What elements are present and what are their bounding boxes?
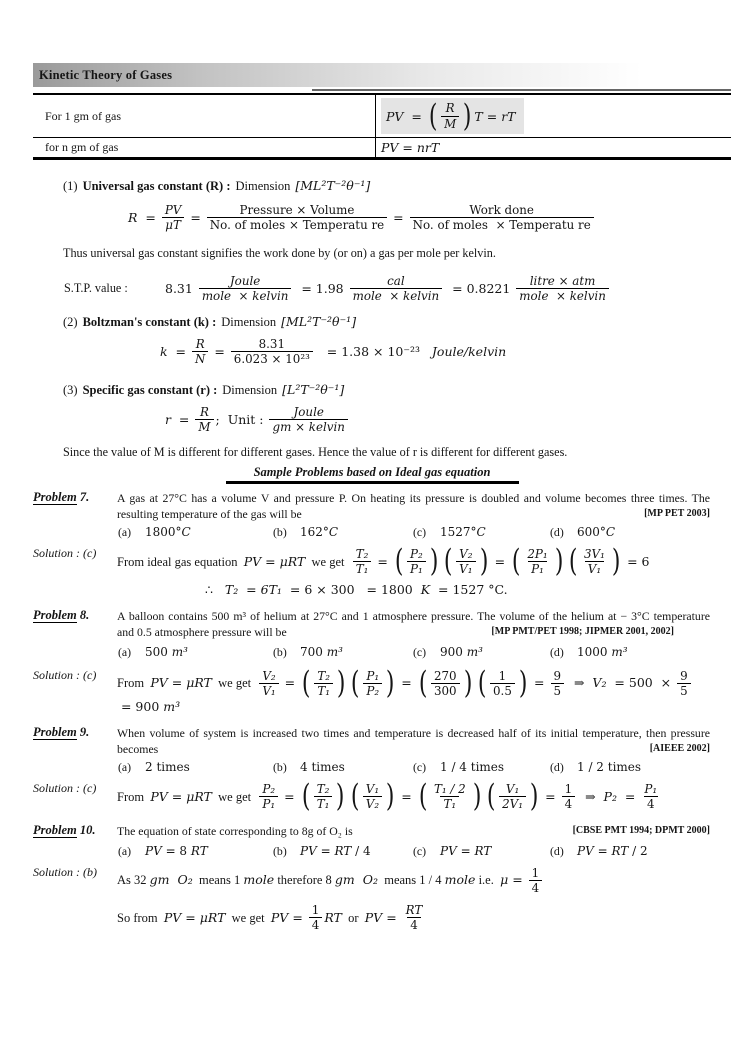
note-text: Thus universal gas constant signifies the work done by (or on) a gas per mole per kelvin. (63, 245, 496, 260)
dimension-label: Dimension (222, 382, 278, 397)
problem-label: Problem 7. (33, 490, 90, 504)
option-b: (b) PV = RT / 4 (273, 843, 371, 858)
problem-8 (33, 608, 710, 660)
exam-ref: [CBSE PMT 1994; DPMT 2000] (572, 824, 710, 836)
option-d: (d) 600° C (550, 525, 616, 539)
option-a: (a) 500 m³ (118, 644, 188, 659)
solution-formula: ∴ T₂ = 6T₁ = 6 × 300 = 1800 K = 1527 °C. (205, 581, 508, 597)
section-heading-universal-gas-constant (63, 178, 731, 194)
solution-7 (33, 546, 710, 598)
table-cell-formula (375, 95, 731, 137)
section-title: Universal gas constant (R) : (82, 179, 231, 193)
divider-line (312, 89, 731, 91)
problem-text-line: A balloon contains 500 m³ of helium at 27°C and 1 atmosphere pressure. The volume of the helium at − 3°C temperature (117, 608, 710, 623)
problem-label: Problem 8. (33, 607, 90, 622)
option-d: (d) 1 / 2 times (550, 760, 642, 774)
solution-9 (33, 781, 710, 813)
option-c: (c) 900 m³ (413, 644, 483, 659)
note-text: Since the value of M is different for different gases. Hence the value of r is different for different gases. (63, 445, 568, 459)
solution-formula: From PV = μRT we get $\frac{\text{P₂}}{\text{P₁}}$ = ( T₂ T₁ ) ( V₁ V₂ ) = ( T₁ / 2 T₁ ) ( V₁ 2V₁ ) = $\frac{1}{4}$ ⇒ P₂ = $\frac{\text{P₁}}{4}$ (117, 781, 710, 813)
chapter-title: Kinetic Theory of Gases (39, 67, 173, 82)
options-row (118, 843, 710, 859)
universal-gas-constant-formula: R = $\frac{PV}{\mu T}$ = Pressure × Volume No. of moles × Temperatu re = Work done No. of moles × Temperatu re (128, 202, 744, 234)
exam-ref: [MP PMT/PET 1998; JIPMER 2001, 2002] (491, 625, 674, 637)
dimension-formula: [ML²T⁻²θ⁻¹] (281, 314, 357, 329)
section-number: (3) (63, 382, 78, 397)
sample-problems-heading: Sample Problems based on Ideal gas equation (253, 465, 491, 479)
table-row (33, 138, 731, 157)
exam-ref: [MP PET 2003] (644, 508, 710, 519)
problem-text-line: resulting temperature of the gas will be [MP PET 2003] (117, 507, 710, 521)
options-row (118, 644, 710, 660)
problem-label: Problem 10. (33, 822, 96, 837)
chapter-header-bar (33, 63, 695, 87)
section-title: Boltzman's constant (k) : (82, 315, 217, 329)
section-title: Specific gas constant (r) : (82, 382, 218, 397)
option-c: (c) 1527° C (413, 525, 486, 539)
problem-text-line: When volume of system is increased two times and temperature is decreased half of its initial temperature, then pressure (117, 726, 710, 740)
solution-formula: So from PV = μRT we get PV = $\frac{1}{4}$ RT or PV = $\frac{RT}{4}$ (117, 903, 423, 933)
dimension-formula: [ML²T⁻²θ⁻¹] (295, 178, 371, 193)
option-b: (b) 4 times (273, 760, 345, 774)
stp-formula: 8.31 Joule mole × kelvin = 1.98 cal mole × kelvin = 0.8221 litre × atm mole × kelvin (165, 273, 611, 305)
option-a: (a) 2 times (118, 760, 190, 774)
options-row (118, 759, 710, 775)
dimension-label: Dimension (235, 179, 291, 193)
option-c: (c) 1 / 4 times (413, 760, 505, 774)
option-a: (a) PV = 8 RT (118, 843, 208, 858)
solution-label: Solution : (c) (33, 781, 97, 795)
section-number: (2) (63, 315, 78, 329)
table-row (33, 95, 731, 138)
boltzman-constant-formula: k = $\frac{R}{N}$ = $\frac{8.31}{\text{6.023 × 10²³}}$ = 1.38 × 10⁻²³ Joule/kelvin (160, 337, 507, 367)
formula-pv-rt: PV = ( R M ) T = rT (381, 98, 524, 134)
problem-label: Problem 9. (33, 725, 90, 739)
solution-8 (33, 668, 710, 716)
solution-formula: As 32 gm O₂ means 1 mole therefore 8 gm O₂ means 1 / 4 mole i.e. μ = $\frac{1}{4}$ (117, 865, 710, 897)
problem-10 (33, 823, 710, 859)
section-heading-boltzman-constant (63, 314, 731, 330)
section-number: (1) (63, 179, 78, 193)
option-d: (d) PV = RT / 2 (550, 843, 648, 858)
solution-label: Solution : (c) (33, 546, 97, 560)
solution-label: Solution : (c) (33, 667, 97, 682)
problem-text-line: The equation of state corresponding to 8g of O₂ is [CBSE PMT 1994; DPMT 2000] (117, 823, 710, 838)
gas-law-table (33, 93, 731, 160)
problem-text-line: and 0.5 atmosphere pressure will be [MP PMT/PET 1998; JIPMER 2001, 2002] (117, 624, 674, 639)
option-b: (b) 162° C (273, 525, 339, 539)
heading-underline (226, 481, 519, 484)
exam-ref: [AIEEE 2002] (649, 743, 710, 754)
problem-7 (33, 490, 710, 540)
problem-text-line: becomes [AIEEE 2002] (117, 742, 710, 756)
option-a: (a) 1800° C (118, 525, 191, 539)
stp-label: S.T.P. value : (64, 280, 128, 295)
table-cell-label: For 1 gm of gas (45, 108, 121, 123)
formula-pv-nrt: PV = nrT (381, 140, 440, 155)
solution-10 (33, 865, 710, 934)
options-row (118, 524, 710, 540)
solution-label: Solution : (b) (33, 864, 97, 879)
option-b: (b) 700 m³ (273, 644, 343, 659)
dimension-label: Dimension (221, 315, 277, 329)
stp-value-row (64, 273, 744, 305)
solution-formula: From PV = μRT we get $\frac{\text{V₂}}{\text{V₁}}$ = ( T₂ T₁ ) ( P₁ P₂ ) = ( 270 300 ) ( 1 0.5 ) = $\frac{9}{5}$ ⇒ V₂ = 500 × $\frac{9}{5}$ = 900 m³ (117, 668, 710, 716)
table-cell-label: for n gm of gas (45, 140, 119, 154)
problem-text-line: A gas at 27°C has a volume V and pressure P. On heating its pressure is doubled and volume becomes three times. The (117, 491, 710, 505)
specific-gas-constant-formula: r = $\frac{R}{M}$ ; Unit : Joule gm × kelvin (165, 404, 744, 436)
table-cell-formula (375, 138, 731, 157)
option-d: (d) 1000 m³ (550, 644, 628, 659)
option-c: (c) PV = RT (413, 843, 492, 858)
section-heading-specific-gas-constant (63, 382, 731, 398)
solution-formula: From ideal gas equation PV = μRT we get $\frac{\text{T₂}}{\text{T₁}}$ = ( P₂ P₁ ) ( V₂ V₁ ) = ( 2P₁ P₁ ) ( 3V₁ V₁ ) = 6 (117, 546, 710, 578)
dimension-formula: [L²T⁻²θ⁻¹] (282, 381, 345, 397)
problem-9 (33, 725, 710, 775)
